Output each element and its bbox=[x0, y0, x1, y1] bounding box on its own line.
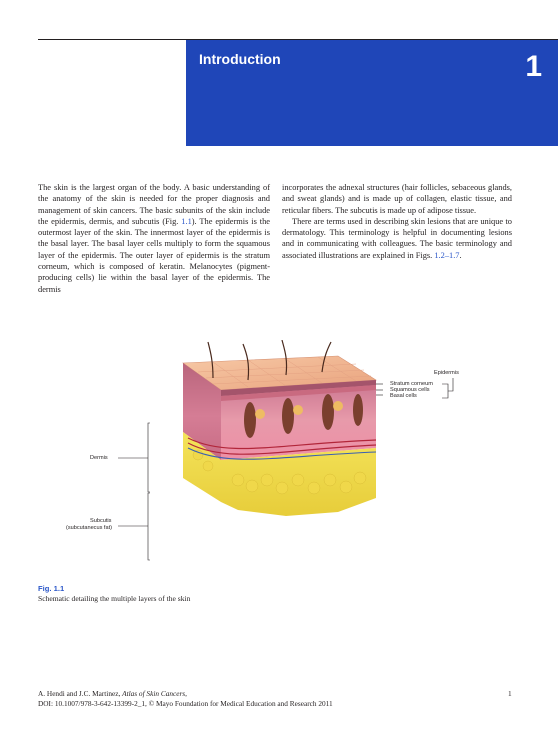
chapter-number: 1 bbox=[525, 50, 542, 83]
page-number: 1 bbox=[508, 689, 512, 698]
paragraph-text: incorporates the adnexal structures (hair follicles, sebaceous glands, and sweat glands) and is made up of collagen, elastic tissue, and reticular fibers. The subcutis is made up of adipose tissue. bbox=[282, 183, 512, 215]
paragraph-text: ). The epidermis is the outermost layer of the skin. The innermost layer of the epidermis is the basal layer. The basal layer cells multiply to form the squamous layer of the epidermis. The outer layer of epidermis is the stratum corneum, which is composed of keratin. Melanocytes (pigment-producing cells) lie within the basal layer of the epidermis. The dermis bbox=[38, 216, 270, 294]
label-subcutis-sub: (subcutanecus fat) bbox=[66, 525, 113, 531]
figure-caption-label: Fig. 1.1 bbox=[38, 584, 65, 593]
label-subcutis: Subcutis bbox=[90, 518, 112, 524]
paragraph bbox=[282, 216, 512, 261]
chapter-title: Introduction bbox=[199, 51, 281, 67]
label-dermis: Dermis bbox=[90, 455, 108, 461]
figure-reference-link[interactable]: 1.2–1.7 bbox=[434, 250, 460, 260]
paragraph bbox=[282, 182, 512, 216]
footer-authors: A. Hendi and J.C. Martinez, bbox=[38, 689, 123, 698]
paragraph-text: There are terms used in describing skin lesions that are unique to dermatology. This terminology is helpful in documenting lesions and in communicating with colleagues. The basic terminology and associated illustrations are explained in Figs. bbox=[282, 216, 512, 260]
label-epidermis: Epidermis bbox=[434, 370, 459, 376]
page-footer bbox=[38, 689, 333, 709]
doi-line: DOI: 10.1007/978-3-642-13399-2_1, © Mayo Foundation for Medical Education and Research 2011 bbox=[38, 699, 333, 708]
body-column-left bbox=[38, 182, 270, 295]
figure-reference-link[interactable]: 1.1 bbox=[181, 216, 192, 226]
paragraph-text: The skin is the largest organ of the body. A basic understanding of the anatomy of the skin is needed for the proper diagnosis and management of skin cancers. The basic subunits of the skin include the epidermis, dermis, and subcutis (Fig. bbox=[38, 183, 270, 226]
footer-comma: , bbox=[185, 689, 187, 698]
figure-caption-text: Schematic detailing the multiple layers of the skin bbox=[38, 594, 191, 603]
label-squamous-cells: Squamous cells bbox=[390, 387, 430, 393]
skin-layers-figure bbox=[38, 340, 518, 565]
paragraph bbox=[38, 182, 270, 295]
citation-line bbox=[38, 689, 333, 699]
label-stratum-corneum: Stratum corneum bbox=[390, 381, 433, 387]
footer-book-title: Atlas of Skin Cancers bbox=[122, 689, 186, 698]
paragraph-text: . bbox=[459, 250, 462, 260]
chapter-header bbox=[186, 40, 558, 146]
body-column-right bbox=[282, 182, 512, 261]
label-basal-cells: Basal cells bbox=[390, 393, 417, 399]
